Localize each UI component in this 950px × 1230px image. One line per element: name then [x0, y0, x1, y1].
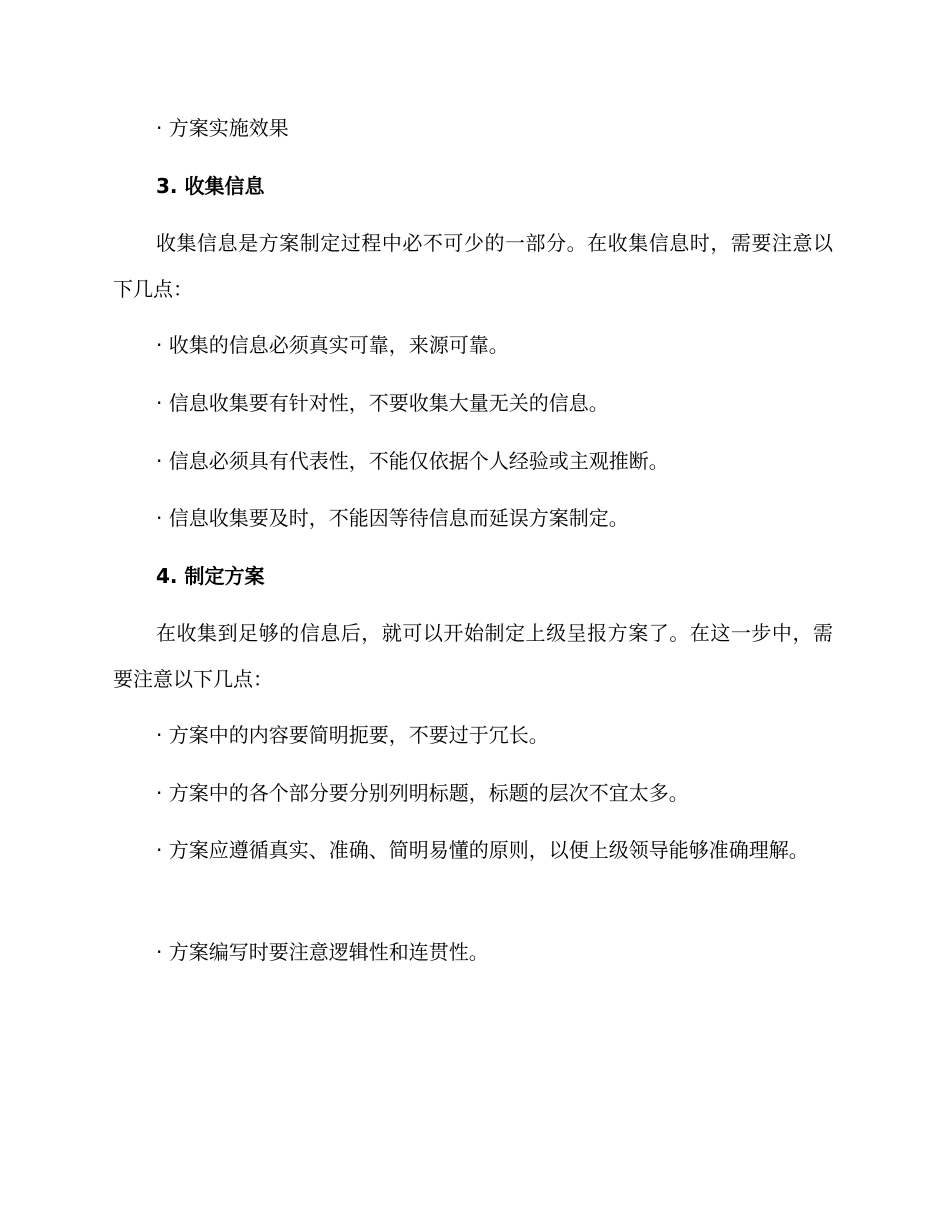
- bullet-item: · 收集的信息必须真实可靠，来源可靠。: [156, 333, 509, 357]
- section-heading: 3. 收集信息: [156, 174, 265, 198]
- bullet-item: · 方案应遵循真实、准确、简明易懂的原则，以便上级领导能够准确理解。: [156, 838, 809, 862]
- bullet-item: · 信息必须具有代表性，不能仅依据个人经验或主观推断。: [156, 449, 669, 473]
- bullet-item: · 方案实施效果: [156, 116, 289, 140]
- bullet-item: · 方案中的各个部分要分别列明标题，标题的层次不宜太多。: [156, 781, 689, 805]
- bullet-item: · 信息收集要及时，不能因等待信息而延误方案制定。: [156, 506, 629, 530]
- bullet-item: · 方案中的内容要简明扼要，不要过于冗长。: [156, 723, 549, 747]
- bullet-item: · 方案编写时要注意逻辑性和连贯性。: [156, 940, 489, 964]
- paragraph: 收集信息是方案制定过程中必不可少的一部分。在收集信息时，需要注意以下几点：: [113, 231, 833, 301]
- paragraph: 在收集到足够的信息后，就可以开始制定上级呈报方案了。在这一步中，需要注意以下几点：: [113, 621, 833, 691]
- bullet-item: · 信息收集要有针对性，不要收集大量无关的信息。: [156, 391, 609, 415]
- section-heading: 4. 制定方案: [156, 564, 265, 588]
